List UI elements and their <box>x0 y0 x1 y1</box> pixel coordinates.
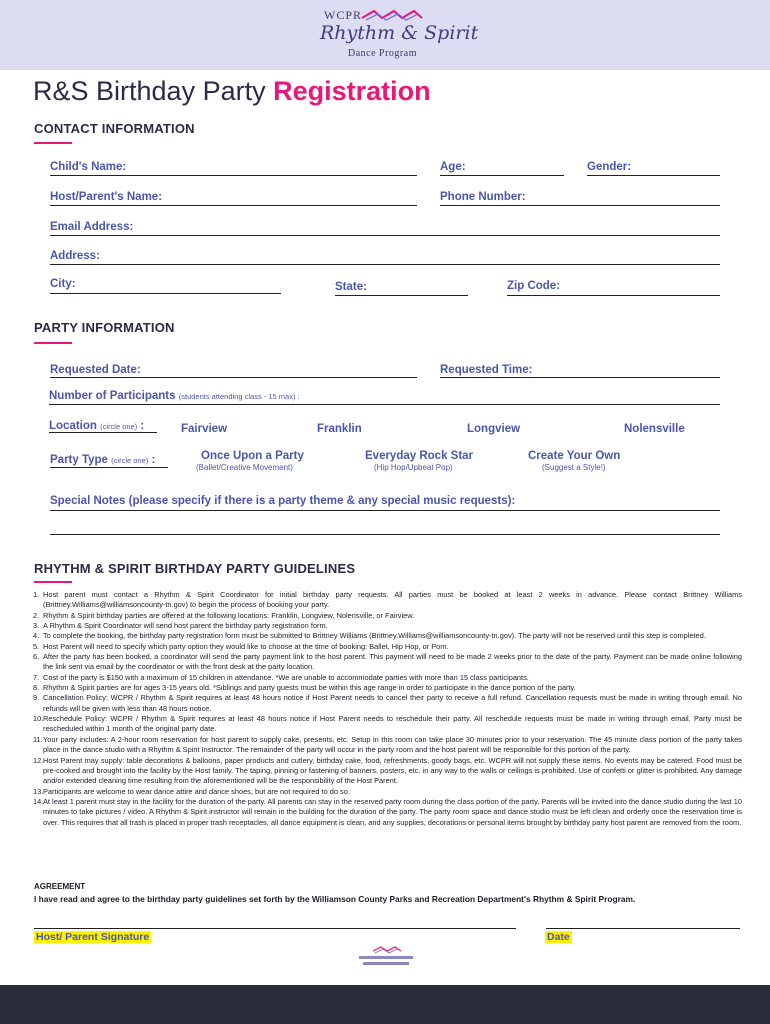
party-type-colon: : <box>151 454 156 466</box>
party-type-once-upon[interactable]: Once Upon a Party <box>201 450 304 462</box>
special-notes-field-1[interactable] <box>50 510 720 511</box>
city-label: City: <box>50 278 76 290</box>
guideline-item <box>34 756 742 787</box>
requested-date-field[interactable] <box>50 377 417 378</box>
guideline-item <box>34 652 742 673</box>
requested-time-label: Requested Time: <box>440 364 533 376</box>
wave-icon <box>360 8 430 22</box>
email-label: Email Address: <box>50 221 134 233</box>
guideline-item <box>34 590 742 611</box>
guideline-number: 8. <box>33 683 40 693</box>
signature-field[interactable] <box>34 928 516 929</box>
guideline-text: Host Parent may supply: table decorations & balloons, paper products and cutlery, birthday cake, food, refreshments, goody bags, etc. WCPR will not supply these items. No events may be catered. Food must be pre-cooked and brought into the facility by the Host family. The taping, pinning or fastening of banners, posters, etc. in any way to the walls or ceilings is prohibited. Use of confetti or glitter is prohibited. Any damage and/or extended cleaning time resulting from the aforementioned will be the responsibility of the Host Parent. <box>43 755 742 786</box>
location-label <box>49 420 144 432</box>
party-heading-underline <box>34 342 72 344</box>
guideline-number: 2. <box>33 610 40 620</box>
footer-bar <box>0 985 770 1024</box>
signature-label: Host/ Parent Signature <box>36 931 150 943</box>
logo-wcpr: WCPR <box>324 8 363 22</box>
party-type-note: (circle one) <box>111 456 149 465</box>
gender-field[interactable] <box>587 175 720 176</box>
participants-field[interactable] <box>49 404 720 405</box>
email-field[interactable] <box>50 235 720 236</box>
participants-text: Number of Participants <box>49 390 176 402</box>
contact-heading: CONTACT INFORMATION <box>34 121 195 136</box>
header-band <box>0 0 770 70</box>
child-name-field[interactable] <box>50 175 417 176</box>
special-notes-label: Special Notes (please specify if there is a party theme & any special music requests): <box>50 495 516 507</box>
location-text: Location <box>49 420 97 432</box>
guideline-number: 6. <box>33 652 40 662</box>
party-type-label <box>50 454 155 466</box>
guideline-text: After the party has been booked, a coordinator will send the party payment link to the host parent. This payment will need to be made 2 weeks prior to the date of the party. Payment can be made online following the link sent via email by the coordinator or with the front desk at the party location. <box>43 652 742 672</box>
title-main: R&S Birthday Party <box>33 76 266 106</box>
special-notes-field-2[interactable] <box>50 534 720 535</box>
state-label: State: <box>335 281 367 293</box>
zip-label: Zip Code: <box>507 280 561 292</box>
address-field[interactable] <box>50 264 720 265</box>
guideline-item <box>34 693 742 714</box>
guideline-number: 7. <box>33 672 40 682</box>
guideline-item <box>34 611 742 621</box>
guidelines-heading-underline <box>34 581 72 583</box>
age-field[interactable] <box>440 175 564 176</box>
guideline-item <box>34 787 742 797</box>
zip-field[interactable] <box>507 295 720 296</box>
participants-note: (students attending class - 15 max) : <box>178 392 300 401</box>
child-name-label: Child's Name: <box>50 161 127 173</box>
guideline-text: Participants are welcome to wear dance attire and dance shoes, but are not required to do so. <box>43 786 350 796</box>
guideline-text: Your party includes: A 2-hour room reservation for host parent to supply cake, presents, etc. Setup in this room can take place 30 minutes prior to your reservation. The 45 minute class portion of the party takes place in the dance studio with a Rhythm & Spirit Instructor. The remainder of the party will occur in the party room and the host parent will be responsible for this portion of the party. <box>43 734 742 755</box>
agreement-heading: AGREEMENT <box>34 882 86 891</box>
wcpr-logo <box>318 6 479 64</box>
location-colon: : <box>140 420 145 432</box>
footer-logo <box>351 945 421 971</box>
host-name-field[interactable] <box>50 205 417 206</box>
guideline-item <box>34 735 742 756</box>
page-title <box>33 76 431 107</box>
guideline-item <box>34 683 742 693</box>
guideline-number: 4. <box>33 631 40 641</box>
party-heading: PARTY INFORMATION <box>34 320 175 335</box>
guideline-number: 10. <box>33 714 44 724</box>
guideline-number: 3. <box>33 621 40 631</box>
guideline-item <box>34 797 742 828</box>
guideline-text: Cancellation Policy: WCPR / Rhythm & Spirit requires at least 48 hours notice if Host Parent needs to cancel their party to receive a full refund. Cancellation requests must be made in writing through email. No refunds will be given with less than 48 hours notice. <box>43 693 742 713</box>
guideline-text: Cost of the party is $150 with a maximum of 15 children in attendance. *We are unable to accommodate parties with more than 15 class participants. <box>43 672 529 682</box>
guideline-text: At least 1 parent must stay in the facility for the duration of the party. All parents can stay in the reserved party room during the class portion of the party. Parents will be invited into the dance studio during the last 10 minutes to take pictures / video. A Rhythm & Spirit instructor will remain in the building for the duration of the party. The party room space and dance studio must be left clean and orderly once the reservation time is over. This requires that all trash is placed in proper trash receptacles, all dance equipment is clean, and any supplies, decorations or personal items brought by birthday party host parent are removed from the room. <box>43 796 742 827</box>
guideline-text: Rhythm & Spirit birthday parties are offered at the following locations: Franklin, Longview, Nolensville, or Fairview. <box>43 610 415 620</box>
guidelines-list <box>34 590 742 828</box>
guideline-text: A Rhythm & Spirit Coordinator will send host parent the birthday party registration form. <box>43 621 328 631</box>
guideline-item <box>34 714 742 735</box>
guideline-text: Rhythm & Spirit parties are for ages 3-15 years old. *Siblings and party guests must be within this age range in order to participate in the dance portion of the party. <box>43 683 576 693</box>
guidelines-heading: RHYTHM & SPIRIT BIRTHDAY PARTY GUIDELINES <box>34 561 356 576</box>
guideline-number: 5. <box>33 641 40 651</box>
phone-label: Phone Number: <box>440 191 526 203</box>
gender-label: Gender: <box>587 161 632 173</box>
location-note: (circle one) <box>100 422 138 431</box>
location-option-franklin[interactable]: Franklin <box>317 423 362 435</box>
phone-field[interactable] <box>440 205 720 206</box>
date-field[interactable] <box>546 928 740 929</box>
requested-time-field[interactable] <box>440 377 720 378</box>
title-accent: Registration <box>273 76 431 106</box>
location-underline <box>49 432 157 433</box>
guideline-number: 11. <box>33 734 43 744</box>
party-type-text: Party Type <box>50 454 108 466</box>
guideline-item <box>34 631 742 641</box>
guideline-text: Reschedule Policy: WCPR / Rhythm & Spirit requires at least 48 hours notice if Host Parent needs to reschedule their party. All reschedule requests must be made in writing through email. Party must be rescheduled within 1 month of the original party date. <box>43 714 742 734</box>
address-label: Address: <box>50 250 100 262</box>
agreement-text: I have read and agree to the birthday party guidelines set forth by the Williamson County Parks and Recreation Department's Rhythm & Spirit Program. <box>34 894 636 904</box>
guideline-number: 1. <box>33 590 40 599</box>
party-type-underline <box>50 467 168 468</box>
city-field[interactable] <box>50 293 281 294</box>
date-label: Date <box>547 931 570 943</box>
party-type-rock-star[interactable]: Everyday Rock Star <box>365 450 474 462</box>
guideline-item <box>34 621 742 631</box>
requested-date-label: Requested Date: <box>50 364 141 376</box>
contact-heading-underline <box>34 142 72 144</box>
party-type-rock-star-sub: (Hip Hop/Upbeat Pop) <box>374 463 453 472</box>
guideline-number: 9. <box>33 693 40 703</box>
logo-program: Dance Program <box>348 48 417 59</box>
guideline-item <box>34 642 742 652</box>
logo-script: Rhythm & Spirit <box>320 22 479 44</box>
host-name-label: Host/Parent's Name: <box>50 191 163 203</box>
guideline-text: To complete the booking, the birthday party registration form must be submitted to Brittney Williams (Brittney.Williams@williamsoncounty-tn.gov). The party will not be reserved until this step is completed. <box>43 631 706 641</box>
party-type-once-upon-sub: (Ballet/Creative Movement) <box>196 463 293 472</box>
location-option-fairview[interactable]: Fairview <box>181 423 228 435</box>
guideline-number: 12. <box>33 755 44 765</box>
guideline-text: Host parent must contact a Rhythm & Spirit Coordinator for initial birthday party requests. All parties must be booked at least 2 weeks in advance. Please contact Brittney Williams (Brittney.Williams@williamsoncounty-tn.gov) to begin the process of booking your party. <box>43 590 742 610</box>
location-option-longview[interactable]: Longview <box>467 423 521 435</box>
age-label: Age: <box>440 161 466 173</box>
location-option-nolensville[interactable]: Nolensville <box>624 423 685 435</box>
party-type-create-own-sub: (Suggest a Style!) <box>542 463 606 472</box>
guideline-number: 14. <box>33 796 44 806</box>
guideline-number: 13. <box>33 786 44 796</box>
participants-label <box>49 390 300 402</box>
guideline-text: Host Parent will need to specify which party option they would like to choose at the time of booking: Ballet, Hip Hop, or Pom. <box>43 641 449 651</box>
guideline-item <box>34 673 742 683</box>
party-type-create-own[interactable]: Create Your Own <box>528 450 621 462</box>
state-field[interactable] <box>335 295 468 296</box>
